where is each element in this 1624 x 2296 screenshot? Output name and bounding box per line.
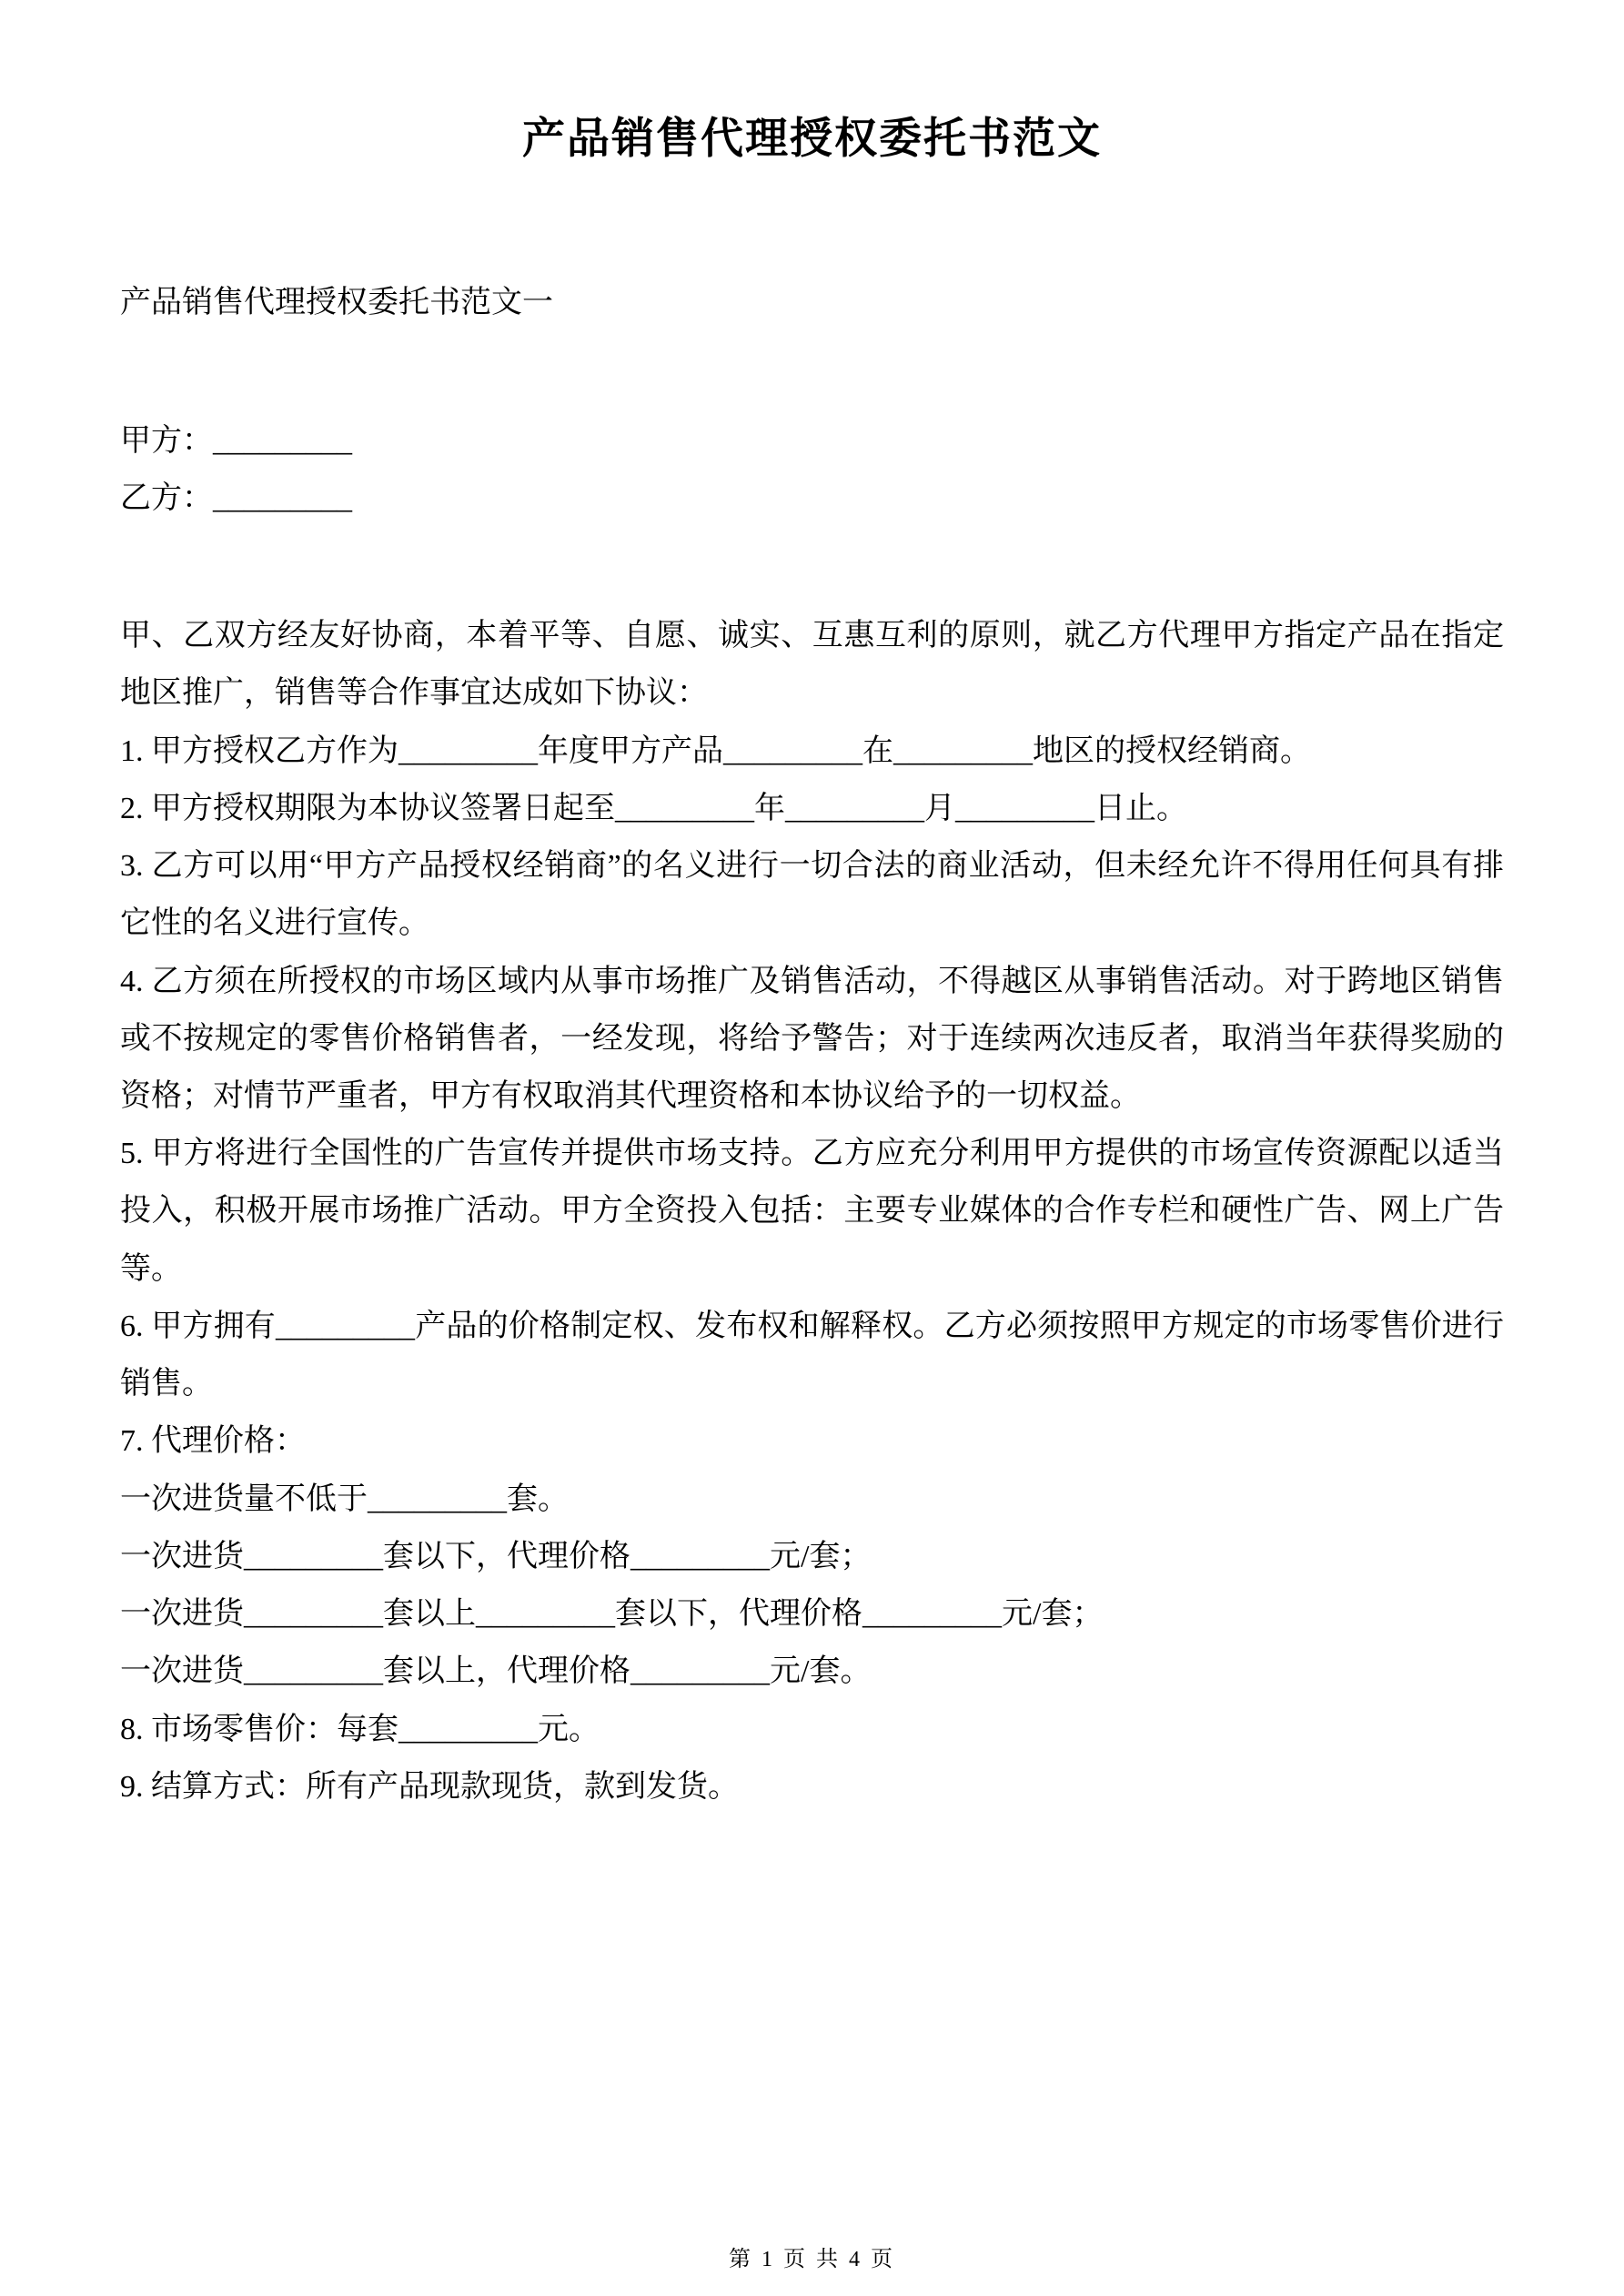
clause-7-tier-1: 一次进货_________套以下，代理价格_________元/套； (120, 1539, 872, 1573)
clause-6: 6. 甲方拥有_________产品的价格制定权、发布权和解释权。乙方必须按照甲方规定的市场零售价进行销售。 (120, 1309, 1504, 1401)
clause-1: 1. 甲方授权乙方作为_________年度甲方产品_________在_________地区的授权经销商。 (120, 733, 1311, 768)
preamble: 甲、乙双方经友好协商，本着平等、自愿、诚实、互惠互利的原则，就乙方代理甲方指定产品在指定地区推广，销售等合作事宜达成如下协议： (120, 619, 1504, 711)
clause-7: 7. 代理价格： (120, 1424, 306, 1459)
clause-7-tier-2: 一次进货_________套以上_________套以下，代理价格_________元/套； (120, 1597, 1104, 1632)
page-footer: 第 1 页 共 4 页 (729, 2248, 895, 2271)
clause-7-tier-3: 一次进货_________套以上，代理价格_________元/套。 (120, 1654, 872, 1689)
clause-8: 8. 市场零售价：每套_________元。 (120, 1712, 600, 1746)
clause-5: 5. 甲方将进行全国性的广告宣传并提供市场支持。乙方应充分利用甲方提供的市场宣传资源配以适当投入，积极开展市场推广活动。甲方全资投入包括：主要专业媒体的合作专栏和硬性广告、网上广告等。 (120, 1137, 1504, 1286)
clause-3: 3. 乙方可以用“甲方产品授权经销商”的名义进行一切合法的商业活动，但未经允许不得用任何具有排它性的名义进行宣传。 (120, 849, 1504, 941)
clause-7-min-quantity: 一次进货量不低于_________套。 (120, 1482, 569, 1516)
clause-4: 4. 乙方须在所授权的市场区域内从事市场推广及销售活动，不得越区从事销售活动。对于跨地区销售或不按规定的零售价格销售者，一经发现，将给予警告；对于连续两次违反者，取消当年获得奖励的资格；对情节严重者，甲方有权取消其代理资格和本协议给予的一切权益。 (120, 964, 1504, 1113)
party-a-line: 甲方：_________ (120, 423, 352, 458)
clause-2: 2. 甲方授权期限为本协议签署日起至_________年_________月_________日止。 (120, 791, 1187, 825)
document-title: 产品销售代理授权委托书范文 (522, 116, 1102, 163)
subtitle-line: 产品销售代理授权委托书范文一 (120, 286, 553, 320)
party-b-line: 乙方：_________ (120, 480, 352, 515)
clause-9: 9. 结算方式：所有产品现款现货，款到发货。 (120, 1769, 739, 1804)
